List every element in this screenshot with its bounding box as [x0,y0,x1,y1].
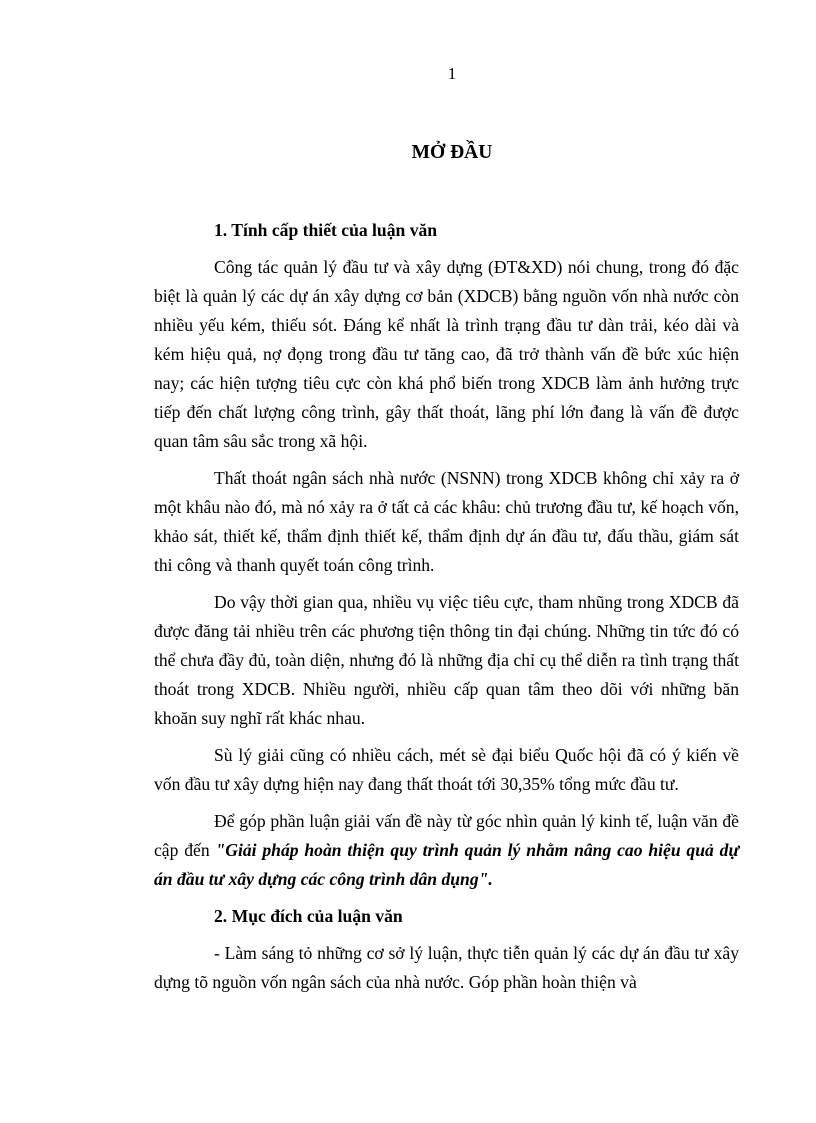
section-heading-necessity: 1. Tính cấp thiết của luận văn [214,220,438,240]
paragraph: Do vậy thời gian qua, nhiều vụ việc tiêu cực, tham nhũng trong XDCB đã được đăng tải nhiều trên các phương tiện thông tin đại chúng. Những tin tức đó có thể chưa đầy đủ, toàn diện, nhưng đó là những địa chỉ cụ thể diễn ra tình trạng thất thoát trong XDCB. Nhiều người, nhiều cấp quan tâm theo dõi với những băn khoăn suy nghĩ rất khác nhau. [154,592,739,728]
thesis-title: "Giải pháp hoàn thiện quy trình quản lý nhằm nâng cao hiệu quả dự án đầu tư xây dựng các công trình dân dụng". [154,840,739,889]
paragraph: Thất thoát ngân sách nhà nước (NSNN) trong XDCB không chỉ xảy ra ở một khâu nào đó, mà nó xảy ra ở tất cả các khâu: chủ trương đầu tư, kế hoạch vốn, khảo sát, thiết kế, thẩm định thiết kế, thẩm định dự án đầu tư, đấu thầu, giám sát thi công và thanh quyết toán công trình. [154,468,739,575]
thesis-lead-text: Để góp phần luận giải vấn đề này từ góc nhìn quản lý kinh tế, luận văn đề cập đến [154,811,739,860]
document-body [154,216,739,1005]
section-heading-purpose: 2. Mục đích của luận văn [214,906,403,926]
paragraph: Sù lý giải cũng có nhiều cách, mét sè đại biểu Quốc hội đã có ý kiến về vốn đầu tư xây dựng hiện nay đang thất thoát tới 30,35% tổng mức đầu tư. [154,745,739,794]
paragraph: Công tác quản lý đầu tư và xây dựng (ĐT&XD) nói chung, trong đó đặc biệt là quản lý các dự án xây dựng cơ bản (XDCB) bằng nguồn vốn nhà nước còn nhiều yếu kém, thiếu sót. Đáng kể nhất là trình trạng đầu tư dàn trải, kéo dài và kém hiệu quả, nợ đọng trong đầu tư tăng cao, đã trở thành vấn đề bức xúc hiện nay; các hiện tượng tiêu cực còn khá phổ biến trong XDCB làm ảnh hưởng trực tiếp đến chất lượng công trình, gây thất thoát, lãng phí lớn đang là vấn đề được quan tâm sâu sắc trong xã hội. [154,257,739,451]
page-number: 1 [447,64,457,83]
page-title: MỞ ĐẦU [411,142,493,163]
paragraph: - Làm sáng tỏ những cơ sở lý luận, thực tiễn quản lý các dự án đầu tư xây dựng tõ nguồn vốn ngân sách của nhà nước. Góp phần hoàn thiện và [154,943,739,992]
paragraph-thesis-topic [154,807,739,894]
